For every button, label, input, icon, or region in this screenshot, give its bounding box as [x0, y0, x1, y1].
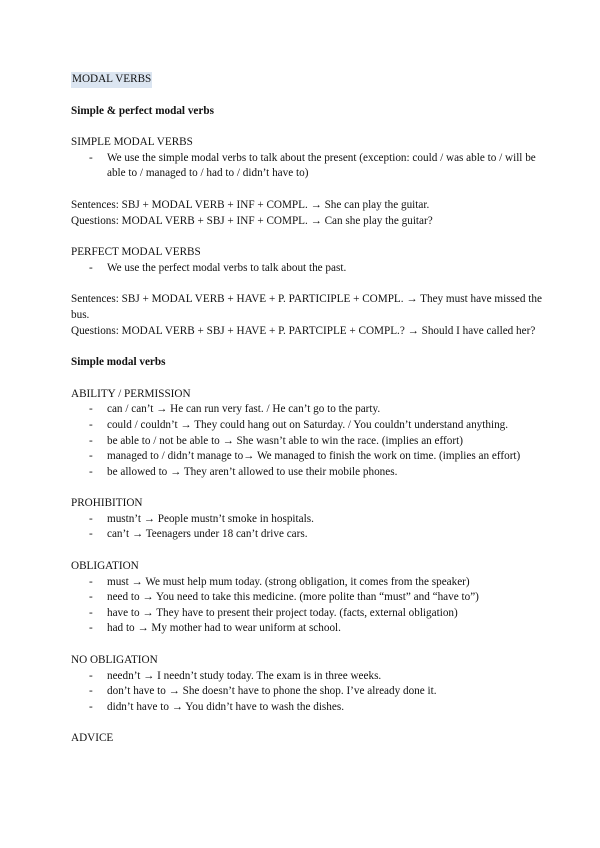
simple-sentences-formula: Sentences: SBJ + MODAL VERB + INF + COMPL. → She can play the guitar. [71, 198, 430, 211]
list-item: - managed to / didn’t manage to→ We managed to finish the work on time. (implies an effort) [71, 449, 551, 465]
simple-questions-formula: Questions: MODAL VERB + SBJ + INF + COMPL. → Can she play the guitar? [71, 214, 433, 227]
list-item: - be allowed to → They aren’t allowed to use their mobile phones. [71, 465, 551, 481]
no-obligation-list [71, 669, 551, 716]
list-item: - didn’t have to → You didn’t have to wash the dishes. [71, 700, 551, 716]
list-item: - be able to / not be able to → She wasn’t able to win the race. (implies an effort) [71, 434, 551, 450]
subtitle-simple-modal-verbs: Simple modal verbs [71, 356, 166, 369]
perfect-sentences-formula: Sentences: SBJ + MODAL VERB + HAVE + P. PARTICIPLE + COMPL. → They must have missed the bus. [71, 293, 542, 321]
section-heading-ability: ABILITY / PERMISSION [71, 387, 191, 400]
list-item: - can / can’t → He can run very fast. / He can’t go to the party. [71, 402, 551, 418]
list-item: - We use the simple modal verbs to talk about the present (exception: could / was able to / will be able to / managed to / had to / didn’t have to) [71, 151, 551, 182]
perfect-modal-heading: PERFECT MODAL VERBS [71, 246, 201, 259]
subtitle-simple-perfect: Simple & perfect modal verbs [71, 104, 214, 117]
list-item: - needn’t → I needn’t study today. The exam is in three weeks. [71, 669, 551, 685]
list-item: - We use the perfect modal verbs to talk about the past. [71, 261, 551, 277]
list-item: - don’t have to → She doesn’t have to phone the shop. I’ve already done it. [71, 684, 551, 700]
document-title: MODAL VERBS [71, 72, 152, 88]
section-heading-advice: ADVICE [71, 732, 114, 745]
perfect-questions-formula: Questions: MODAL VERB + SBJ + HAVE + P. PARTCIPLE + COMPL.? → Should I have called her? [71, 324, 536, 337]
prohibition-list [71, 512, 551, 543]
section-heading-no-obligation: NO OBLIGATION [71, 654, 158, 667]
list-item: - have to → They have to present their project today. (facts, external obligation) [71, 606, 551, 622]
list-item: - need to → You need to take this medicine. (more polite than “must” and “have to”) [71, 590, 551, 606]
list-item: - could / couldn’t → They could hang out on Saturday. / You couldn’t understand anything. [71, 418, 551, 434]
obligation-list [71, 575, 551, 637]
section-heading-obligation: OBLIGATION [71, 560, 139, 573]
document-body [71, 72, 551, 747]
simple-modal-list [71, 151, 551, 182]
ability-list [71, 402, 551, 480]
perfect-modal-list [71, 261, 551, 277]
list-item: - mustn’t → People mustn’t smoke in hospitals. [71, 512, 551, 528]
list-item: - can’t → Teenagers under 18 can’t drive cars. [71, 527, 551, 543]
simple-modal-heading: SIMPLE MODAL VERBS [71, 136, 193, 149]
section-heading-prohibition: PROHIBITION [71, 497, 143, 510]
list-item: - must → We must help mum today. (strong obligation, it comes from the speaker) [71, 575, 551, 591]
list-item: - had to → My mother had to wear uniform at school. [71, 621, 551, 637]
